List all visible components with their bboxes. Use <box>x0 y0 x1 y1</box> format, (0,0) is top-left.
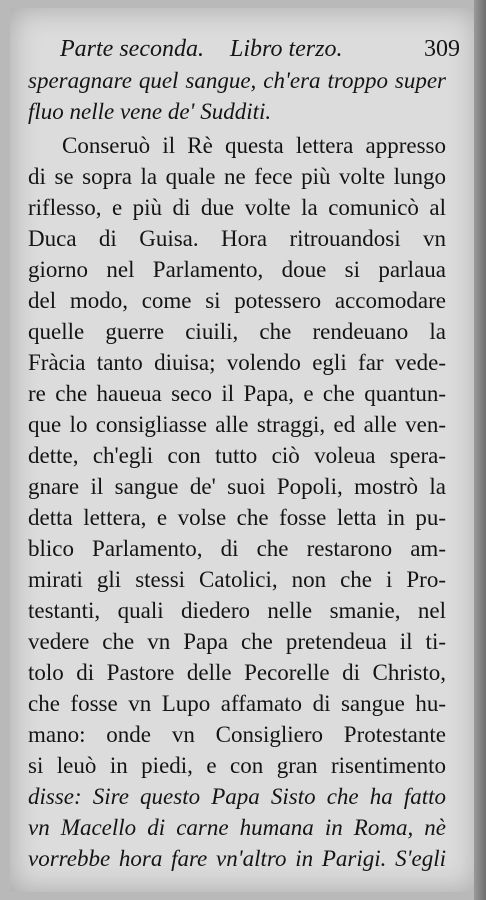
page-edge-shadow <box>474 0 486 900</box>
running-header <box>60 36 460 66</box>
text-line: fluo nelle vene de' Sudditi. <box>28 99 272 124</box>
text-line: che fosse vn Lupo affamato di sangue hu- <box>28 691 446 716</box>
page-number: 309 <box>424 36 460 62</box>
text-line: Conseruò il Rè questa lettera appresso <box>62 133 446 158</box>
text-line: di se sopra la quale ne fece più volte lungo <box>28 164 446 189</box>
text-line: giorno nel Parlamento, doue si parlaua <box>28 257 446 282</box>
text-line: riflesso, e più di due volte la comunicò al <box>28 195 446 220</box>
header-part-title: Parte seconda. <box>60 36 204 62</box>
text-line: Duca di Guisa. Hora ritrouandosi vn <box>28 226 446 251</box>
text-line: dette, ch'egli con tutto ciò voleua sperа- <box>28 443 446 468</box>
text-line: quelle guerre ciuili, che rendeuano la <box>28 319 446 344</box>
text-line: blico Parlamento, di che restarono am- <box>28 536 446 561</box>
text-line: testanti, quali diedero nelle smanie, nel <box>28 598 446 623</box>
header-book-title: Libro terzo. <box>230 36 343 62</box>
text-line: si leuò in piedi, e con gran risentimento <box>28 753 446 778</box>
text-line: vedere che vn Papa che pretendeua il ti- <box>28 629 446 654</box>
text-line: mano: onde vn Consigliero Protestante <box>28 722 446 747</box>
text-line: del modo, come si potessero accomodare <box>28 288 446 313</box>
text-line: tolo di Pastore delle Pecorelle di Christo, <box>28 660 446 685</box>
text-line: que lo consigliasse alle straggi, ed alle ven- <box>28 412 446 437</box>
text-line: gnare il sangue de' suoi Popoli, mostrò la <box>28 474 446 499</box>
text-line: vorrebbe hora fare vn'altro in Parigi. S'egli <box>28 846 446 871</box>
text-line: mirati gli stessi Catolici, non che i Pro- <box>28 567 446 592</box>
text-line: speragnare quel sangue, ch'era troppo super <box>28 68 446 93</box>
text-line: disse: Sire questo Papa Sisto che ha fatto <box>28 784 446 809</box>
text-line: re che haueua seco il Papa, e che quantun- <box>28 381 446 406</box>
text-line: Fràcia tanto diuisa; volendo egli far vede- <box>28 350 446 375</box>
text-line: vn Macello di carne humana in Roma, nè <box>28 815 446 840</box>
text-line: detta lettera, e volse che fosse letta in pu- <box>28 505 446 530</box>
